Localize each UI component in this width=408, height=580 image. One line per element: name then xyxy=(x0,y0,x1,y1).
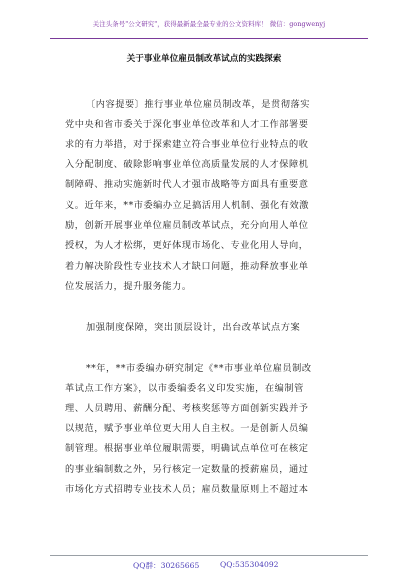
footer-qq-group: QQ群：30265665 xyxy=(133,561,200,570)
body-line: 理、人员聘用、薪酬分配、考核奖惩等方面创新实践并予 xyxy=(65,403,309,414)
footer-qq: QQ:535304092 xyxy=(220,560,279,569)
body-line: 励，创新开展事业单位雇员制改革试点，充分向用人单位 xyxy=(65,220,309,231)
body-line: 授权，为人才松绑，更好体现市场化、专业化用人导向， xyxy=(65,240,309,251)
page-header xyxy=(50,8,368,39)
body-line: 市场化方式招聘专业技术人员；雇员数量原则上不超过本 xyxy=(65,484,309,495)
body-line: **年，**市委编办研究制定《**市事业单位雇员制改 xyxy=(86,363,312,374)
page-footer-rule xyxy=(50,555,368,556)
body-line: 入分配制度、破除影响事业单位高质量发展的人才保障机 xyxy=(65,159,309,170)
body-line: 以规范，赋予事业单位更大用人自主权。一是创新人员编 xyxy=(65,423,309,434)
body-line: 着力解决阶段性专业技术人才缺口问题，推动释放事业单 xyxy=(65,261,309,272)
body-line: 革试点工作方案》，以市委编委名义印发实施，在编制管 xyxy=(65,383,304,394)
section-heading: 加强制度保障，突出顶层设计，出台改革试点方案 xyxy=(86,322,301,333)
header-promo-text: 关注头条号"公文研究"，获得最新最全最专业的公文资料库！ 微信：gongwenyj xyxy=(92,19,326,28)
body-line: 义。近年来，**市委编办立足搞活用人机制、强化有效激 xyxy=(65,200,309,211)
body-line: 制障碍、推动实施新时代人才强市战略等方面具有重要意 xyxy=(65,179,309,190)
body-line: 制管理。根据事业单位履职需要，明确试点单位可在核定 xyxy=(65,443,309,454)
body-line: 的事业编制数之外，另行核定一定数量的授薪雇员，通过 xyxy=(65,464,309,475)
body-line: 求的有力举措，对于探索建立符合事业单位行业特点的收 xyxy=(65,139,309,150)
body-line: 〔内容提要〕推行事业单位雇员制改革，是贯彻落实 xyxy=(86,99,310,110)
body-line: 党中央和省市委关于深化事业单位改革和人才工作部署要 xyxy=(65,119,309,130)
document-title: 关于事业单位雇员制改革试点的实践探索 xyxy=(126,54,282,64)
body-line: 位发展活力，提升服务能力。 xyxy=(65,281,192,292)
